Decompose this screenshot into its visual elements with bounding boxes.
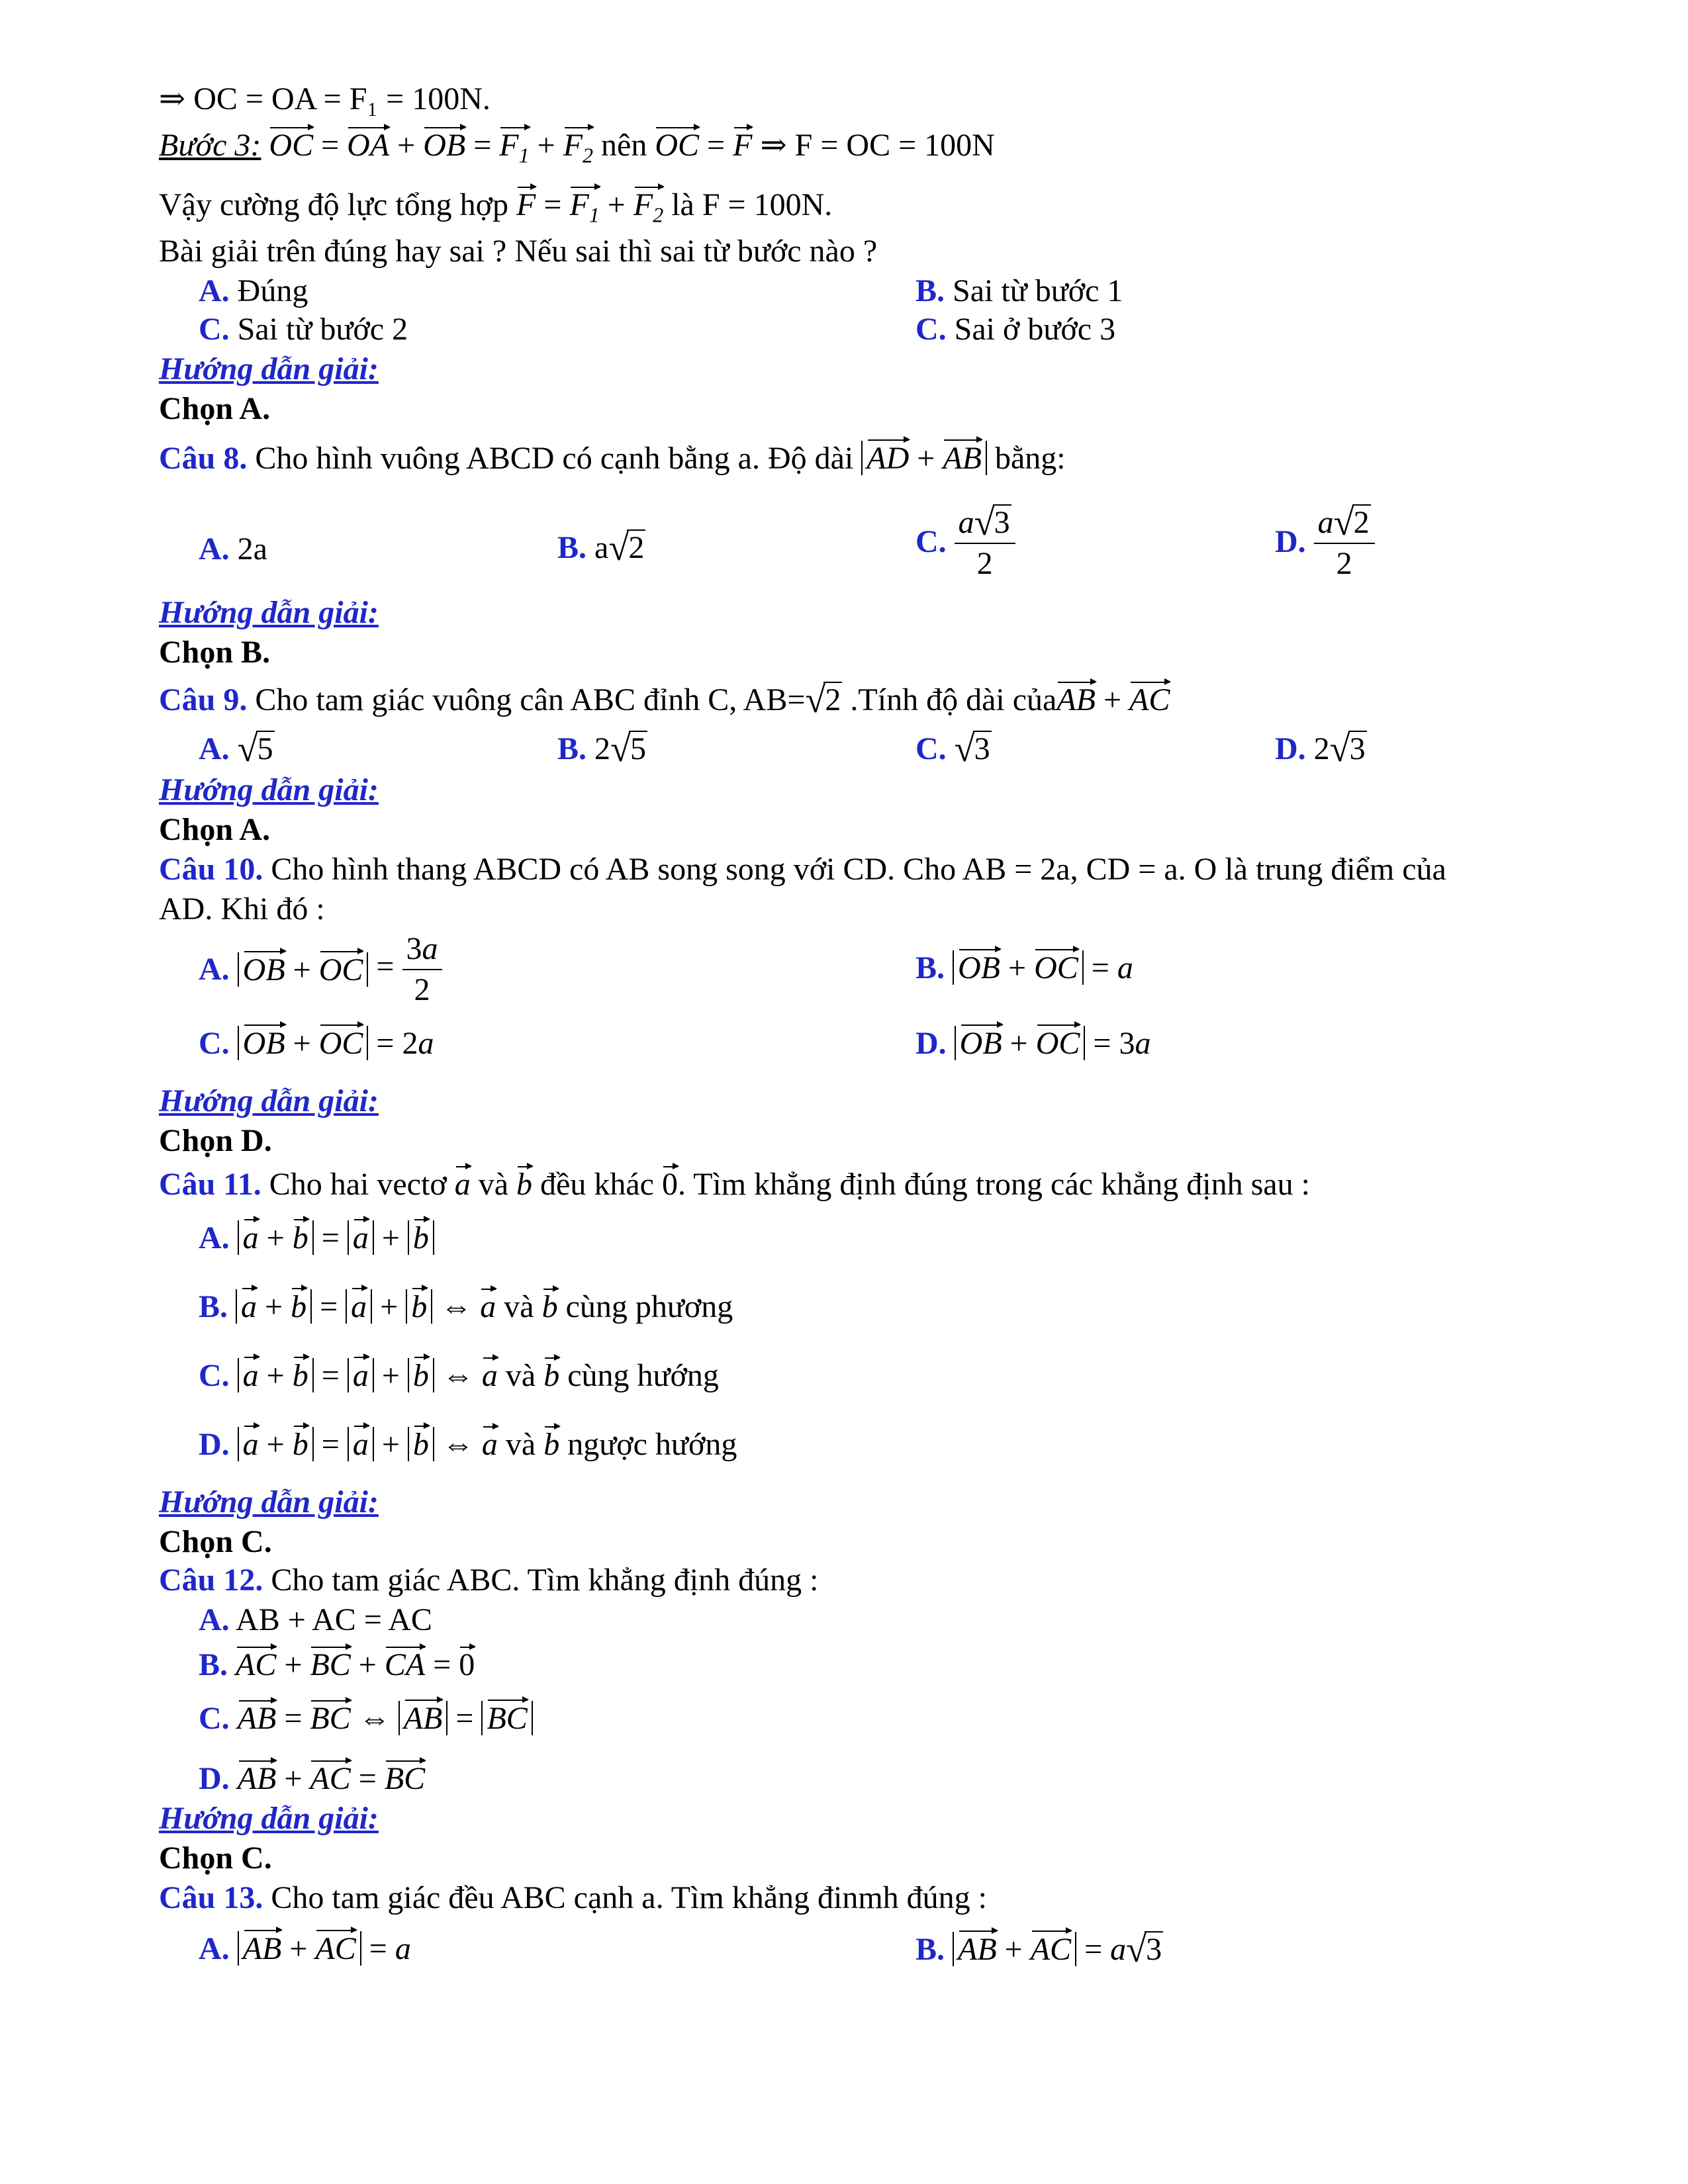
q9-option-d: D. 2 √ 3 [1275,729,1366,770]
answer-q9: Chọn A. [159,812,271,847]
question-8: Câu 8. Cho hình vuông ABCD có cạnh bằng a. Độ dài AD + AB bằng: [159,441,1066,476]
question-10: Câu 10. Cho hình thang ABCD có AB song song với CD. Cho AB = 2a, CD = a. O là trung điểm của [159,852,1446,887]
question-13: Câu 13. Cho tam giác đều ABC cạnh a. Tìm khẳng đinmh đúng : [159,1880,987,1915]
question-10-cont: AD. Khi đó : [159,891,325,927]
guide-heading: Hướng dẫn giải: [159,351,379,387]
q12-option-b: B. AC + BC + CA = 0 [199,1647,475,1682]
line-oc-oa: ⇒ OC = OA = F₁ = 100N. [159,81,491,116]
q7-option-a: A. Đúng [199,273,308,308]
q10-option-d: D. OB + OC = 3a [915,1026,1151,1061]
q11-option-d: D. a + b = a + b ⇔ a và b ngược hướng [199,1427,737,1462]
q12-option-d: D. AB + AC = BC [199,1761,426,1796]
q9-option-a: A. √ 5 [199,729,273,770]
guide-heading: Hướng dẫn giải: [159,1801,379,1836]
guide-heading: Hướng dẫn giải: [159,1484,379,1520]
q10-option-c: C. OB + OC = 2a [199,1026,434,1061]
q11-option-c: C. a + b = a + b ⇔ a và b cùng hướng [199,1358,719,1393]
q7-option-d: C. Sai ở bước 3 [915,312,1116,347]
q8-option-c: C. a √ 3 2 [915,504,1015,580]
q12-option-a: A. AB + AC = AC [199,1602,432,1637]
guide-heading: Hướng dẫn giải: [159,595,379,630]
answer-q10: Chọn D. [159,1123,272,1158]
line-vay: Vậy cường độ lực tổng hợp $F = F_1 + F_2$ là F = 100N. [159,187,833,227]
question-12: Câu 12. Cho tam giác ABC. Tìm khẳng định đúng : [159,1563,819,1598]
question-11: Câu 11. Cho hai vectơ a và b đều khác 0. Tìm khẳng định đúng trong các khẳng định sau : [159,1167,1310,1202]
answer-q11: Chọn C. [159,1524,272,1559]
line-buoc3: Bước 3: OC = OA + OB = $F_1 + F_2$ nên OC = F ⇒ F = OC = 100N [159,128,995,167]
line-baigiai: Bài giải trên đúng hay sai ? Nếu sai thì sai từ bước nào ? [159,234,878,269]
q13-option-b: B. AB + AC = a √ 3 [915,1929,1162,1970]
answer-q8: Chọn B. [159,635,271,670]
answer-q7: Chọn A. [159,391,271,426]
question-9: Câu 9. Cho tam giác vuông cân ABC đỉnh C, AB= √ 2 .Tính độ dài củaAB + AC [159,680,1170,721]
q9-option-c: C. √ 3 [915,729,990,770]
q13-option-a: A. AB + AC = a [199,1931,411,1966]
q11-option-a: A. a + b = a + b [199,1220,434,1255]
q8-option-d: D. a √ 2 2 [1275,504,1375,580]
q7-option-c: C. Sai từ bước 2 [199,312,408,347]
guide-heading: Hướng dẫn giải: [159,772,379,807]
q11-option-b: B. a + b = a + b ⇔ a và b cùng phương [199,1289,733,1324]
guide-heading: Hướng dẫn giải: [159,1083,379,1118]
q12-option-c: C. AB = BC ⇔ AB = BC [199,1701,533,1735]
q8-option-b: B. a √ 2 [557,527,645,569]
q9-option-b: B. 2 √ 5 [557,729,647,770]
q10-option-a: A. OB + OC = $\frac{3a}{2}$ [199,933,442,1006]
q8-option-a: A. 2a [199,531,267,567]
q10-option-b: B. OB + OC = a [915,950,1133,985]
q7-option-b: B. Sai từ bước 1 [915,273,1123,308]
answer-q12: Chọn C. [159,1841,272,1876]
